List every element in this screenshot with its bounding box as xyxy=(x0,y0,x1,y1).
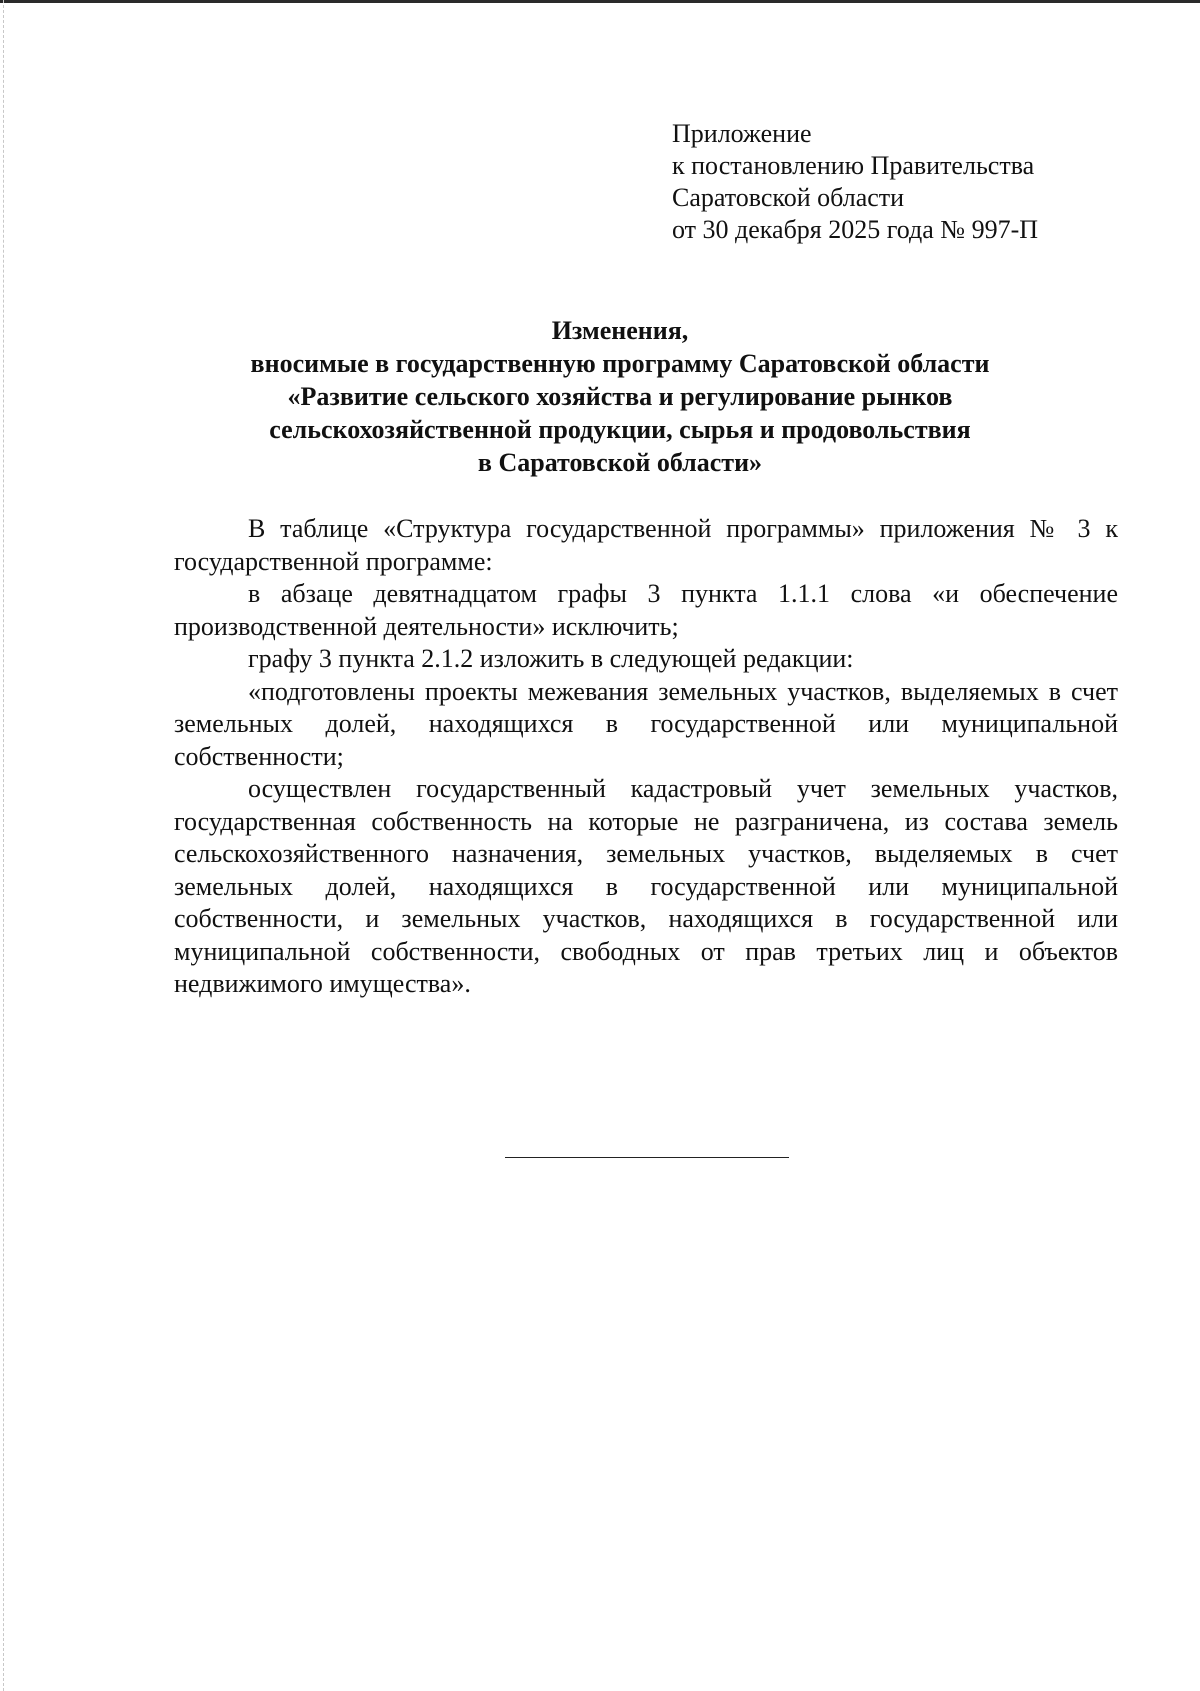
appendix-line-2: к постановлению Правительства xyxy=(672,151,1035,180)
title-line-5: в Саратовской области» xyxy=(477,448,763,477)
title-line-3: «Развитие сельского хозяйства и регулирование рынков xyxy=(287,382,953,411)
document-title xyxy=(160,314,1080,479)
title-line-4: сельскохозяйственной продукции, сырья и продовольствия xyxy=(269,415,971,444)
appendix-header xyxy=(672,118,1038,246)
appendix-line-1: Приложение xyxy=(672,119,812,148)
scan-left-edge xyxy=(3,0,5,1691)
document-body xyxy=(174,513,1118,1001)
body-paragraph-1: В таблице «Структура государственной программы» приложения № 3 к государственной программе: xyxy=(174,514,1118,576)
scan-top-edge xyxy=(0,0,1200,3)
body-paragraph-4: «подготовлены проекты межевания земельных участков, выделяемых в счет земельных долей, находящихся в государственной или муниципальной собственности; xyxy=(174,676,1118,771)
body-paragraph-5: осуществлен государственный кадастровый учет земельных участков, государственная собственность на которые не разграничена, из состава земель сельскохозяйственного назначения, земельных участков, выделяемых в счет земельных долей, находящихся в государственной или муниципальной собственности, и земельных участков, находящихся в государственной или муниципальной собственности, свободных от прав третьих лиц и объектов недвижимого имущества». xyxy=(174,774,1118,998)
appendix-line-3: Саратовской области xyxy=(672,183,905,212)
closing-divider xyxy=(505,1157,789,1158)
body-paragraph-3: графу 3 пункта 2.1.2 изложить в следующей редакции: xyxy=(248,644,854,673)
title-line-1: Изменения, xyxy=(551,316,689,345)
title-line-2: вносимые в государственную программу Саратовской области xyxy=(250,349,990,378)
body-paragraph-2: в абзаце девятнадцатом графы 3 пункта 1.1.1 слова «и обеспечение производственной деятельности» исключить; xyxy=(174,579,1118,641)
appendix-line-4: от 30 декабря 2025 года № 997-П xyxy=(672,215,1039,244)
